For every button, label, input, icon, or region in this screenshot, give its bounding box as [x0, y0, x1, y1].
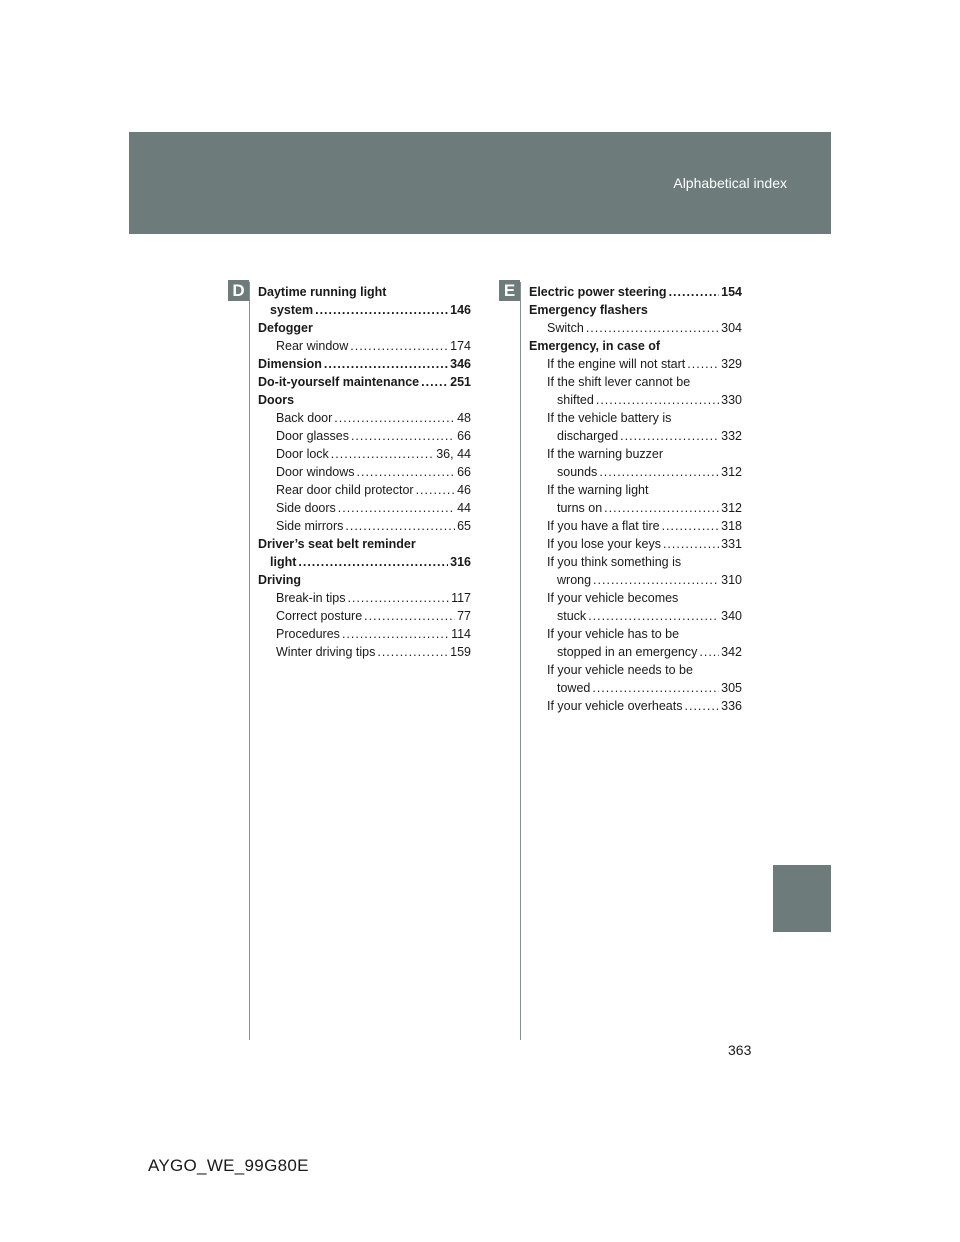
page-number: 363 — [728, 1042, 752, 1058]
dot-leader — [586, 319, 719, 337]
index-page-ref: 77 — [457, 609, 471, 623]
index-entry — [529, 535, 742, 553]
index-page-ref: 318 — [721, 519, 742, 533]
column-divider-d — [249, 282, 250, 1040]
index-entry-text: Side doors — [276, 501, 336, 515]
index-entry-text: Side mirrors — [276, 519, 344, 533]
index-entry — [258, 427, 471, 445]
dot-leader — [345, 517, 455, 535]
index-entry-text: Driver’s seat belt reminder — [258, 537, 416, 551]
dot-leader — [416, 481, 456, 499]
index-page-ref: 154 — [721, 285, 742, 299]
index-entry — [258, 571, 471, 589]
index-entry-text: If the warning buzzer — [547, 447, 664, 461]
dot-leader — [298, 553, 448, 571]
index-page-ref: 310 — [721, 573, 742, 587]
dot-leader — [620, 427, 719, 445]
dot-leader — [377, 643, 448, 661]
dot-leader — [662, 517, 720, 535]
index-entry — [258, 625, 471, 643]
index-entry — [258, 643, 471, 661]
index-entry — [258, 607, 471, 625]
dot-leader — [685, 697, 720, 715]
index-page-ref: 66 — [457, 465, 471, 479]
index-entry-text: Do-it-yourself maintenance — [258, 375, 420, 389]
dot-leader — [588, 607, 719, 625]
dot-leader — [347, 589, 449, 607]
dot-leader — [596, 391, 719, 409]
index-entry-text: If the engine will not start — [547, 357, 686, 371]
document-code: AYGO_WE_99G80E — [148, 1156, 309, 1175]
thumb-index-tab — [773, 865, 831, 932]
index-entry — [529, 625, 742, 643]
dot-leader — [663, 535, 719, 553]
index-page-ref: 159 — [450, 645, 471, 659]
index-entry-text: Electric power steering — [529, 285, 667, 299]
index-entry — [529, 697, 742, 715]
index-entry — [258, 463, 471, 481]
index-entry — [529, 661, 742, 679]
section-title: Alphabetical index — [673, 175, 787, 191]
index-entry — [529, 571, 742, 589]
index-entry-text: Winter driving tips — [276, 645, 376, 659]
index-entry — [258, 373, 471, 391]
dot-leader — [592, 679, 719, 697]
index-page-ref: 36, 44 — [436, 447, 471, 461]
index-page-ref: 251 — [450, 375, 471, 389]
index-entry-text: Break-in tips — [276, 591, 346, 605]
dot-leader — [331, 445, 434, 463]
index-page-ref: 329 — [721, 357, 742, 371]
index-entry-text: If you have a flat tire — [547, 519, 660, 533]
letter-marker-d: D — [228, 280, 249, 301]
dot-leader — [604, 499, 719, 517]
index-page-ref: 312 — [721, 501, 742, 515]
index-page-ref: 174 — [450, 339, 471, 353]
index-page-ref: 44 — [457, 501, 471, 515]
index-entry-text: Door lock — [276, 447, 329, 461]
dot-leader — [324, 355, 448, 373]
dot-leader — [599, 463, 719, 481]
index-entry-text: If your vehicle becomes — [547, 591, 679, 605]
index-entry — [258, 517, 471, 535]
index-entry-text: Rear door child protector — [276, 483, 414, 497]
letter-marker-e: E — [499, 280, 520, 301]
index-entry-text: turns on — [557, 501, 603, 515]
index-entry-text: towed — [557, 681, 591, 695]
index-page-ref: 304 — [721, 321, 742, 335]
index-entry-text: system — [270, 303, 314, 317]
index-entry — [258, 355, 471, 373]
index-entry — [258, 445, 471, 463]
index-entry-text: If the shift lever cannot be — [547, 375, 691, 389]
index-entry-text: Driving — [258, 573, 302, 587]
index-page-ref: 66 — [457, 429, 471, 443]
index-entry-text: stuck — [557, 609, 587, 623]
index-page-ref: 65 — [457, 519, 471, 533]
index-entry — [529, 589, 742, 607]
index-entry-text: If your vehicle has to be — [547, 627, 680, 641]
index-page-ref: 305 — [721, 681, 742, 695]
index-entry-text: Rear window — [276, 339, 349, 353]
index-entry — [529, 373, 742, 391]
dot-leader — [350, 337, 448, 355]
index-entry — [258, 553, 471, 571]
index-entry-text: If your vehicle overheats — [547, 699, 683, 713]
index-page-ref: 346 — [450, 357, 471, 371]
index-entry — [258, 499, 471, 517]
dot-leader — [669, 283, 720, 301]
index-entry-text: shifted — [557, 393, 594, 407]
index-entry-text: Back door — [276, 411, 333, 425]
dot-leader — [364, 607, 455, 625]
index-entry-text: If the vehicle battery is — [547, 411, 672, 425]
index-page-ref: 312 — [721, 465, 742, 479]
dot-leader — [593, 571, 719, 589]
index-page-ref: 46 — [457, 483, 471, 497]
index-entry-text: If you think something is — [547, 555, 682, 569]
index-entry-text: sounds — [557, 465, 598, 479]
index-entry-text: Emergency flashers — [529, 303, 648, 317]
index-entry-text: Emergency, in case of — [529, 339, 661, 353]
index-entry — [529, 481, 742, 499]
index-page-ref: 316 — [450, 555, 471, 569]
index-page-ref: 336 — [721, 699, 742, 713]
index-entry-text: If you lose your keys — [547, 537, 661, 551]
index-page-ref: 330 — [721, 393, 742, 407]
index-entry-text: Dimension — [258, 357, 322, 371]
index-entry-text: Correct posture — [276, 609, 363, 623]
index-entry — [258, 283, 471, 301]
index-entry-text: Doors — [258, 393, 295, 407]
index-column-d — [258, 283, 471, 661]
dot-leader — [334, 409, 455, 427]
index-entry — [529, 283, 742, 301]
index-entry-text: Procedures — [276, 627, 340, 641]
index-entry — [529, 391, 742, 409]
index-entry-text: light — [270, 555, 297, 569]
index-entry — [529, 607, 742, 625]
index-entry-text: If the warning light — [547, 483, 649, 497]
index-entry-text: stopped in an emergency — [557, 645, 698, 659]
dot-leader — [421, 373, 448, 391]
index-entry — [529, 337, 742, 355]
index-entry — [258, 319, 471, 337]
index-entry — [529, 499, 742, 517]
header-band — [129, 132, 831, 234]
index-entry-text: If your vehicle needs to be — [547, 663, 693, 677]
index-entry — [529, 463, 742, 481]
index-page-ref: 48 — [457, 411, 471, 425]
index-entry — [529, 409, 742, 427]
index-entry — [258, 391, 471, 409]
index-entry — [258, 589, 471, 607]
index-entry — [258, 337, 471, 355]
index-entry-text: Daytime running light — [258, 285, 387, 299]
index-entry — [258, 535, 471, 553]
index-entry — [529, 445, 742, 463]
index-page-ref: 340 — [721, 609, 742, 623]
index-entry — [529, 301, 742, 319]
index-entry-text: Door glasses — [276, 429, 349, 443]
index-entry — [529, 679, 742, 697]
dot-leader — [699, 643, 719, 661]
index-entry — [529, 319, 742, 337]
index-entry — [529, 355, 742, 373]
index-page-ref: 117 — [451, 591, 471, 605]
index-page-ref: 342 — [721, 645, 742, 659]
index-entry — [258, 409, 471, 427]
index-page-ref: 146 — [450, 303, 471, 317]
index-page-ref: 332 — [721, 429, 742, 443]
column-divider-e — [520, 282, 521, 1040]
index-column-e — [529, 283, 742, 715]
index-entry-text: Switch — [547, 321, 584, 335]
index-entry-text: wrong — [557, 573, 592, 587]
dot-leader — [338, 499, 455, 517]
dot-leader — [342, 625, 449, 643]
index-entry — [529, 427, 742, 445]
index-entry-text: discharged — [557, 429, 619, 443]
index-entry-text: Door windows — [276, 465, 355, 479]
index-entry — [529, 643, 742, 661]
index-entry — [529, 517, 742, 535]
index-entry — [529, 553, 742, 571]
dot-leader — [351, 427, 455, 445]
index-page-ref: 114 — [451, 627, 471, 641]
index-entry-text: Defogger — [258, 321, 313, 335]
dot-leader — [315, 301, 448, 319]
index-page-ref: 331 — [721, 537, 742, 551]
dot-leader — [687, 355, 719, 373]
dot-leader — [357, 463, 456, 481]
index-entry — [258, 301, 471, 319]
index-entry — [258, 481, 471, 499]
